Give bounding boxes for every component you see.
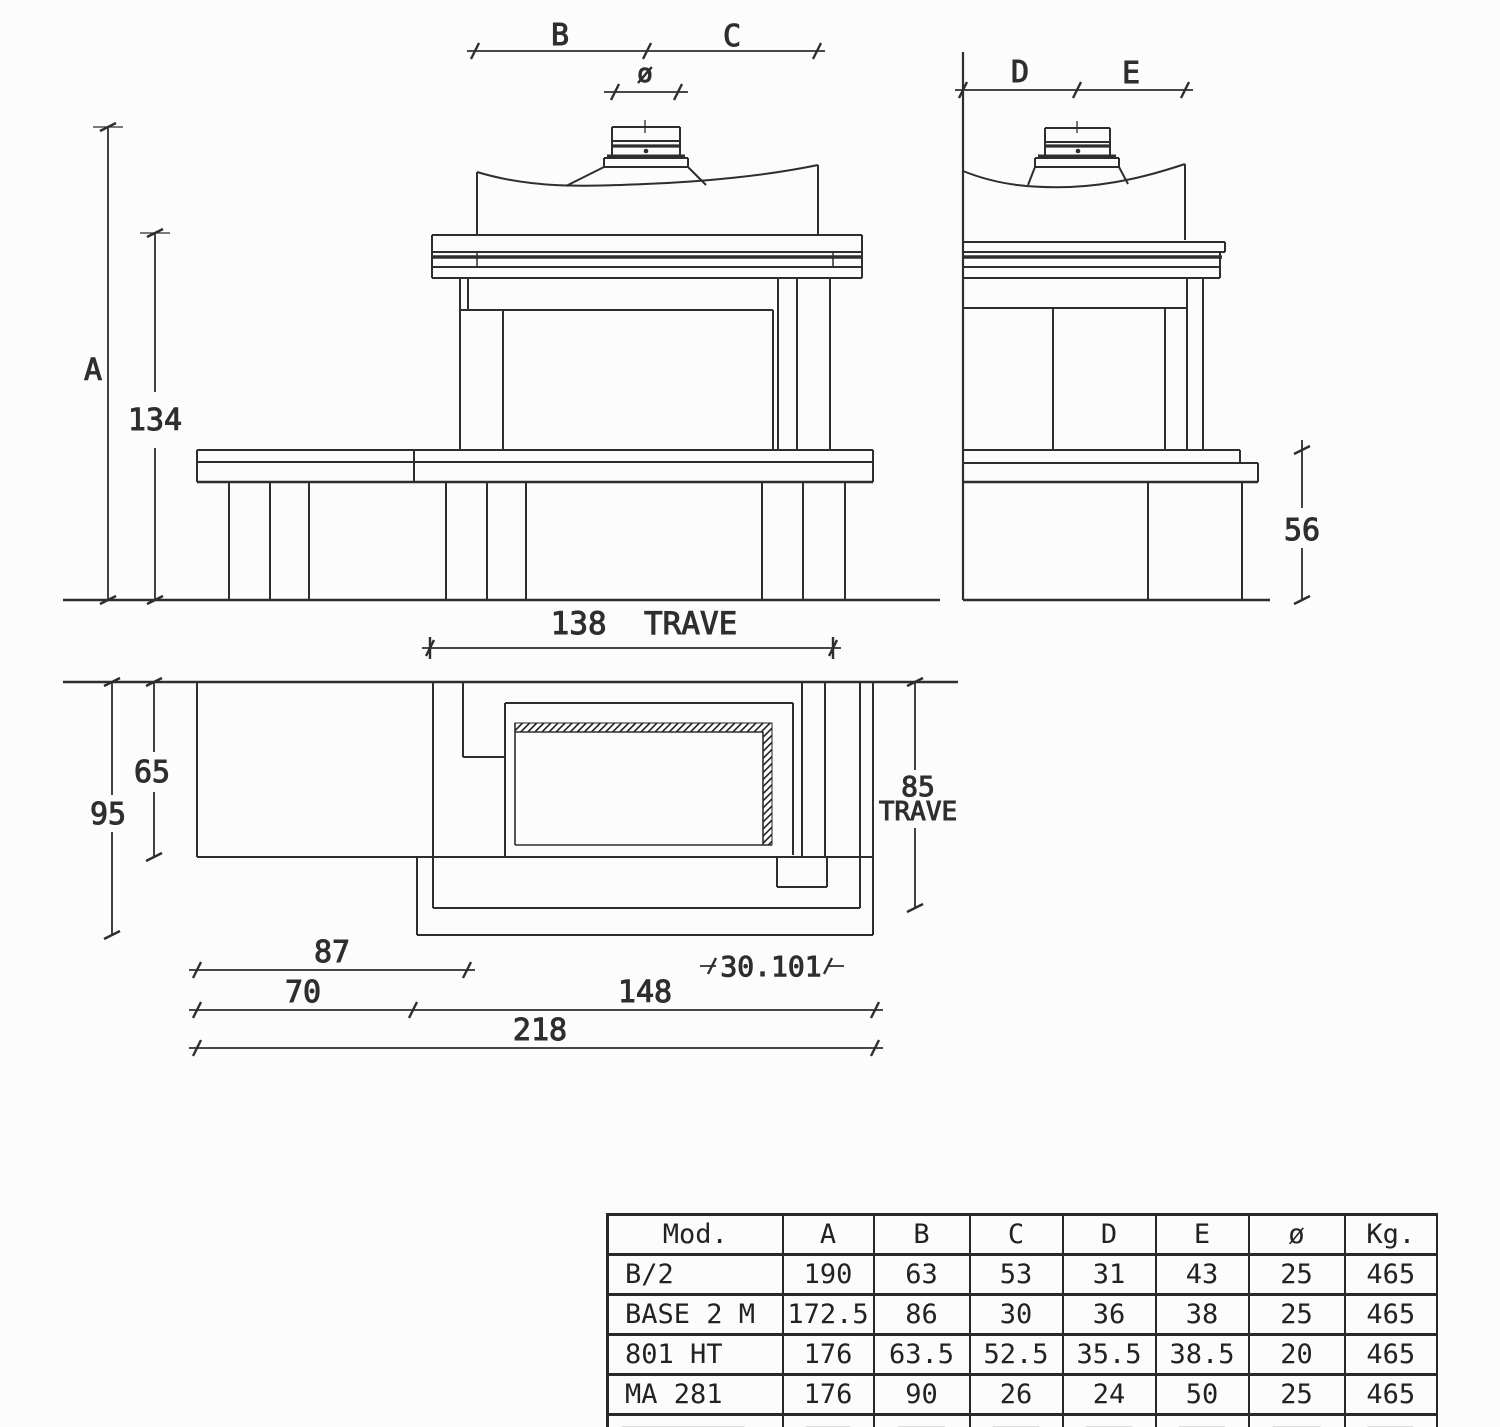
dim-label-30101: 30.101 — [720, 950, 822, 983]
table-cell: 25 — [1249, 1375, 1345, 1415]
dim-label-87: 87 — [313, 935, 351, 970]
table-cell: 25 — [1249, 1255, 1345, 1295]
table-cell: 20 — [1249, 1335, 1345, 1375]
table-row — [608, 1335, 1438, 1375]
beam-front-joints — [477, 252, 833, 267]
table-cell-model: B/2 — [608, 1255, 783, 1295]
beam-side — [963, 242, 1225, 278]
table-header-mod: Mod. — [608, 1215, 783, 1255]
side-view — [955, 52, 1320, 604]
front-view — [63, 18, 940, 659]
firebox-hatch-band — [515, 723, 772, 845]
table-cell: 25 — [1249, 1295, 1345, 1335]
table-cell-clipped — [1345, 1415, 1438, 1427]
table-cell-clipped — [608, 1415, 783, 1427]
dim-label-diameter: ø — [637, 59, 653, 89]
dim-label-218: 218 — [512, 1013, 568, 1048]
dim-label-70: 70 — [284, 975, 322, 1010]
table-cell: 190 — [783, 1255, 874, 1295]
table-cell: 465 — [1345, 1375, 1438, 1415]
table-cell: 176 — [783, 1335, 874, 1375]
table-cell: 31 — [1063, 1255, 1156, 1295]
chimney-front-flue — [566, 167, 706, 186]
dim-label-138-trave: 138 TRAVE — [550, 606, 738, 642]
table-header-a: A — [783, 1215, 874, 1255]
dim-label-148: 148 — [617, 975, 673, 1010]
table-cell: 26 — [970, 1375, 1063, 1415]
table-cell-model: BASE 2 M — [608, 1295, 783, 1335]
table-header-kg: Kg. — [1345, 1215, 1438, 1255]
table-cell: 43 — [1156, 1255, 1249, 1295]
firebox-side — [1053, 278, 1203, 450]
base-outer-plan — [417, 682, 873, 935]
base-side — [1148, 482, 1242, 600]
table-cell: 63 — [874, 1255, 970, 1295]
table-header-diameter: ø — [1249, 1215, 1345, 1255]
dim-label-85: 85 — [901, 770, 935, 803]
table-cell-model: MA 281 — [608, 1375, 783, 1415]
chimney-side-dot — [1076, 149, 1081, 154]
dim-label-c: C — [722, 19, 742, 54]
beam-side-lip — [963, 278, 1187, 308]
model-dimensions-table — [606, 1213, 1438, 1427]
hood-outer-plan — [433, 682, 860, 908]
firebox-plan-outline — [515, 723, 772, 845]
table-cell: 176 — [783, 1375, 874, 1415]
hearth-slab-front — [197, 450, 873, 482]
chimney-front-collar — [604, 158, 688, 167]
table-header-b: B — [874, 1215, 970, 1255]
legs-front — [229, 482, 845, 600]
dimensions-table — [606, 1213, 1438, 1427]
table-cell-clipped — [874, 1415, 970, 1427]
dim-label-56: 56 — [1283, 513, 1321, 548]
table-cell: 38.5 — [1156, 1335, 1249, 1375]
hood-top-front — [477, 165, 818, 186]
firebox-front — [460, 278, 830, 450]
dim-label-b: B — [550, 18, 570, 53]
table-row — [608, 1255, 1438, 1295]
flue-layers-plan — [802, 682, 825, 857]
chimney-side-collar — [1035, 158, 1119, 167]
table-cell: 30 — [970, 1295, 1063, 1335]
table-cell: 465 — [1345, 1295, 1438, 1335]
dim-label-134: 134 — [127, 403, 183, 438]
table-cell: 35.5 — [1063, 1335, 1156, 1375]
hood-sides-front — [477, 165, 818, 235]
table-cell: 38 — [1156, 1295, 1249, 1335]
table-cell: 86 — [874, 1295, 970, 1335]
table-header-c: C — [970, 1215, 1063, 1255]
dim-label-a: A — [83, 353, 103, 388]
table-cell-model: 801 HT — [608, 1335, 783, 1375]
table-cell: 50 — [1156, 1375, 1249, 1415]
dim-label-85-trave: TRAVE — [878, 797, 958, 827]
table-cell: 63.5 — [874, 1335, 970, 1375]
chimney-front-outline — [612, 127, 680, 158]
table-cell-clipped — [1063, 1415, 1156, 1427]
chimney-front-dot — [644, 149, 649, 154]
table-cell: 90 — [874, 1375, 970, 1415]
table-header-d: D — [1063, 1215, 1156, 1255]
dim-label-65: 65 — [133, 755, 171, 790]
dim-label-e: E — [1121, 56, 1141, 91]
table-row — [608, 1375, 1438, 1415]
jamb-plan — [463, 682, 793, 857]
table-cell: 36 — [1063, 1295, 1156, 1335]
table-cell-clipped — [970, 1415, 1063, 1427]
table-header-e: E — [1156, 1215, 1249, 1255]
table-cell: 52.5 — [970, 1335, 1063, 1375]
table-cell-clipped — [1156, 1415, 1249, 1427]
dim-label-95: 95 — [89, 797, 127, 832]
table-cell: 465 — [1345, 1255, 1438, 1295]
plan-view — [63, 678, 958, 1056]
table-cell: 53 — [970, 1255, 1063, 1295]
table-cell: 465 — [1345, 1335, 1438, 1375]
table-row-clipped — [608, 1415, 1438, 1427]
table-row — [608, 1295, 1438, 1335]
table-cell-clipped — [1249, 1415, 1345, 1427]
dim-label-d: D — [1010, 55, 1030, 90]
table-cell: 172.5 — [783, 1295, 874, 1335]
notch-plan — [777, 857, 827, 887]
table-cell: 24 — [1063, 1375, 1156, 1415]
hearth-slab-side — [963, 450, 1258, 482]
table-header-row — [608, 1215, 1438, 1255]
table-cell-clipped — [783, 1415, 874, 1427]
